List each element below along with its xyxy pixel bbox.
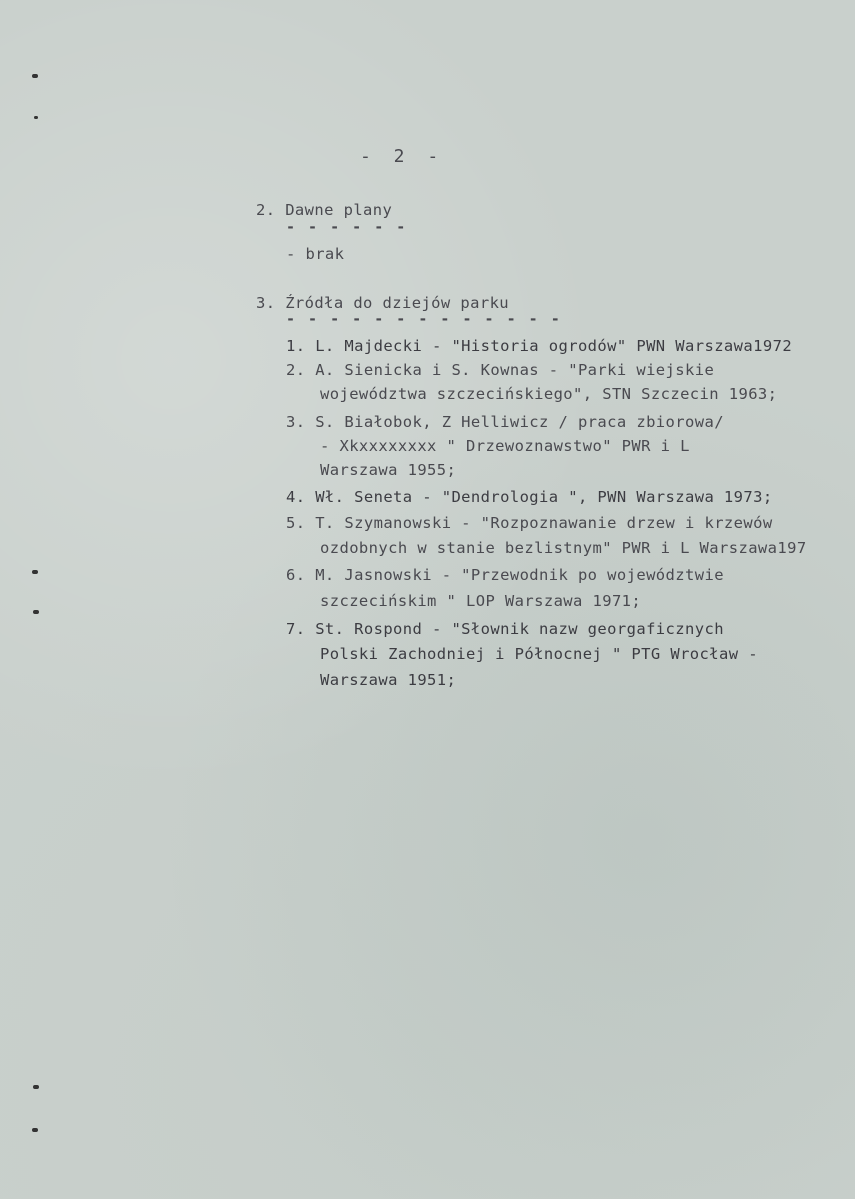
reference-line: Polski Zachodniej i Północnej " PTG Wrocław -	[320, 645, 758, 663]
margin-mark	[32, 1128, 38, 1132]
reference-line: 3. S. Białobok, Z Helliwicz / praca zbiorowa/	[286, 413, 724, 431]
heading-underline: - - - - - - - - - - - - -	[286, 310, 562, 328]
reference-line: ozdobnych w stanie bezlistnym" PWR i L Warszawa197	[320, 539, 807, 557]
margin-mark	[34, 116, 38, 119]
section-line: - brak	[286, 245, 345, 263]
margin-mark	[33, 610, 39, 614]
reference-line: 7. St. Rospond - "Słownik nazw georgaficznych	[286, 620, 724, 638]
section-heading: 2. Dawne plany	[256, 201, 393, 219]
section-heading: 3. Źródła do dziejów parku	[256, 294, 510, 312]
reference-line: 2. A. Sienicka i S. Kownas - "Parki wiejskie	[286, 361, 715, 379]
page-number: - 2 -	[360, 146, 445, 167]
reference-line: 6. M. Jasnowski - "Przewodnik po województwie	[286, 566, 724, 584]
reference-line: szczecińskim " LOP Warszawa 1971;	[320, 592, 642, 610]
reference-line: Warszawa 1955;	[320, 461, 457, 479]
reference-line: 4. Wł. Seneta - "Dendrologia ", PWN Warszawa 1973;	[286, 488, 773, 506]
reference-line: Warszawa 1951;	[320, 671, 457, 689]
margin-mark	[32, 570, 38, 574]
reference-line: 1. L. Majdecki - "Historia ogrodów" PWN Warszawa1972	[286, 337, 793, 355]
reference-line: województwa szczecińskiego", STN Szczecin 1963;	[320, 385, 778, 403]
margin-mark	[33, 1085, 39, 1089]
reference-line: 5. T. Szymanowski - "Rozpoznawanie drzew i krzewów	[286, 514, 773, 532]
heading-underline: - - - - - -	[286, 218, 408, 236]
margin-mark	[32, 74, 38, 78]
reference-line: - Xkxxxxxxxx " Drzewoznawstwo" PWR i L	[320, 437, 690, 455]
